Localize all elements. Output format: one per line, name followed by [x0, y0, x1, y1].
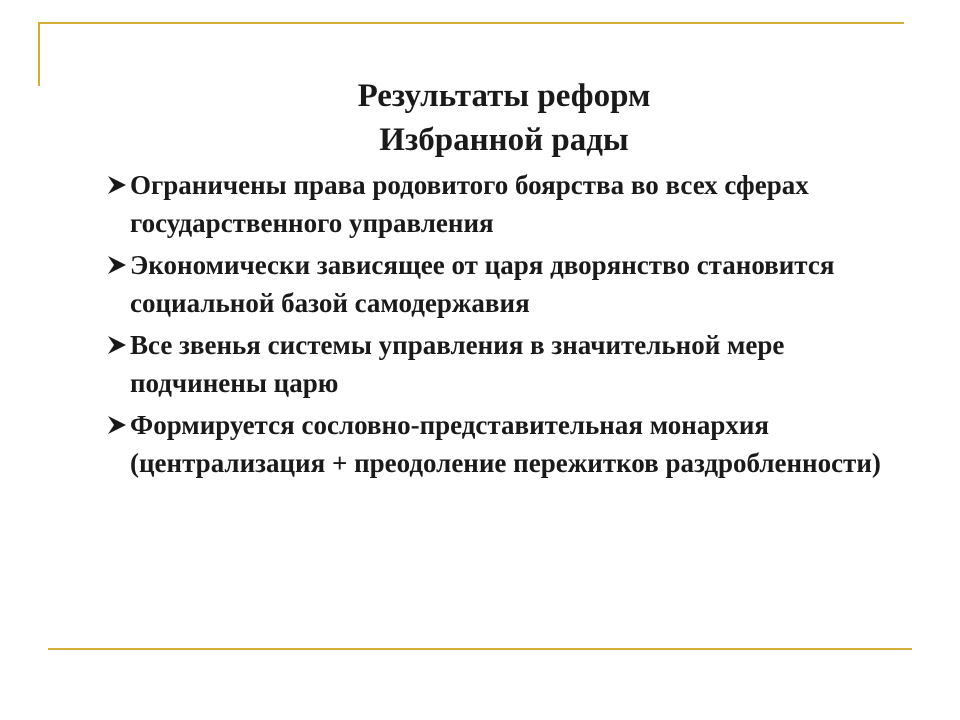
- arrowhead-bullet-icon: [106, 254, 128, 276]
- arrowhead-bullet-icon: [106, 174, 128, 196]
- bullet-text: Экономически зависящее от царя дворянство становится социальной базой самодержавия: [130, 250, 835, 318]
- slide-title: [0, 74, 960, 162]
- bullet-item: [104, 326, 924, 402]
- slide-title-line-2: Избранной рады: [379, 122, 629, 159]
- top-divider-line: [38, 22, 904, 24]
- arrowhead-bullet-icon: [106, 414, 128, 436]
- bullet-list: [104, 166, 924, 486]
- bullet-text: Ограничены права родовитого боярства во всех сферах государственного управления: [130, 170, 809, 238]
- bullet-text: Формируется сословно-представительная монархия (централизация + преодоление пережитков раздробленности): [130, 410, 881, 478]
- arrowhead-bullet-icon: [106, 334, 128, 356]
- bullet-text: Все звенья системы управления в значительной мере подчинены царю: [130, 330, 785, 398]
- slide-title-line-1: Результаты реформ: [357, 78, 651, 115]
- bullet-item: [104, 406, 924, 482]
- bullet-item: [104, 166, 924, 242]
- bullet-item: [104, 246, 924, 322]
- bottom-divider-line: [48, 648, 912, 650]
